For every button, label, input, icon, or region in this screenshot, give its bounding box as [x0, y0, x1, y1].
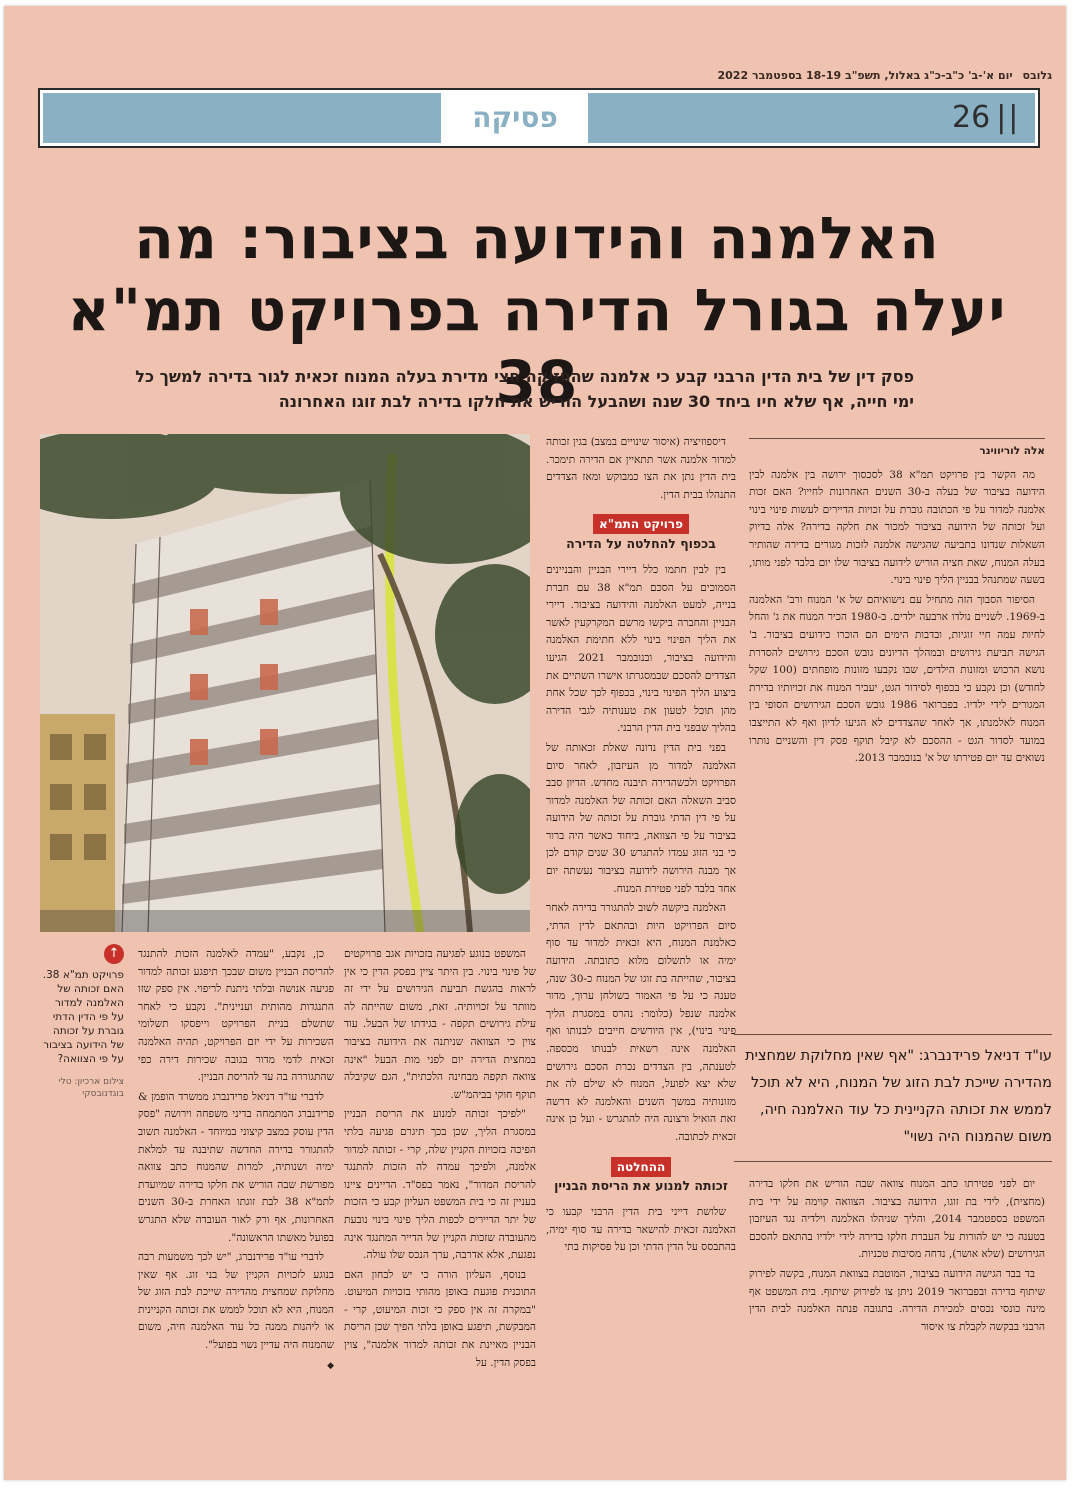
paragraph: דיספוזיציה (איסור שינויים במצב) בגין זכותה למדור אלמנה אשר תתאיין אם הדירה תימכר. בית הדין נתן את הצו כמבוקש ומאז הצדדים התנהלו בבית הדין. [546, 436, 736, 501]
paragraph: לדברי עו"ד דניאל פרידנברג ממשרד הופמן & פרידנברג המתמחה בדיני משפחה וירושה "פסק הדין עוסק במצב קיצוני במיוחד - האלמנה תשוב להתגורר בדירה החדשה שתיבנה עד למלאת ימיה ושנותיה, למרות שהמנוח כתב צוואה מפורשת שבה הוריש את חלקו בדירה שמיועדת לתמ"א 38 לבת זוגתו האחרת ב-30 השנים האחרונות, אף ורק לאור העובדה שלא התגרש בפועל מאשתו הראשונה". [138, 1090, 334, 1244]
subsection-header-project [546, 514, 736, 552]
paragraph: שלושת דייני בית הדין הרבני קבעו כי האלמנה זכאית להישאר בדירה עד סוף ימיה, בהתבסס על הדין הדתי וכן על פסיקות בתי [546, 1206, 736, 1254]
subsection-tag: ההחלטה [611, 1157, 671, 1177]
paragraph: בין לבין חתמו כלל דיירי הבניין והבניינים הסמוכים על הסכם תמ"א 38 עם חברת בנייה, למעט האלמנה והידועה בציבור. דיירי הבניין והחברה ביקשו מרשם המקרקעין לאשר את הליך הפינוי בינוי ללא חתימת האלמנה והידועה בציבור, ובנובמבר 2021 הגיעו הצדדים להסכם שבמסגרתו אישרו השתיים את ביצוע הליך הפינוי בינוי, בכפוף לכך שכל אחת מהן תוכל לטעון את טענותיה לגבי הדירה בהליך שבפני בית הדין הרבני. [546, 563, 736, 735]
paragraph: "לפיכך זכותה למנוע את הריסת הבניין במסגרת הליך, שכן בכך תיגרם פגיעה בלתי הפיכה בזכויות הקניין שלה, קרי - זכותה למדור אלמנה, ולפיכך עמדה לה הזכות להתנגד להריסת המדור", נאמר בפס"ד. הדיינים ציינו בעניין זה כי בית המשפט העליון קבע כי הזכות של יתר הדיירים לכפות הליך פינוי בינוי נובעת מהעובדה שזכות הקניין של הדייר המתנגד אינה נפגעת, אלא אדרבה, ערך הנכס שלו עולה. [344, 1108, 536, 1262]
article-column-1b [749, 1176, 1045, 1466]
section-band-left [43, 93, 441, 143]
page-number [952, 98, 1032, 138]
subsection-title: בכפוף להחלטה על הדירה [566, 535, 716, 551]
article-column-4 [138, 946, 334, 1468]
section-label: פסיקה [472, 101, 558, 134]
paragraph: המשפט בנוגע לפגיעה בזכויות אגב פרויקטים של פינוי בינוי. בין היתר ציין בפסק הדין כי אין לראות בהגשת תביעת הגירושים על ידי זה מוותר על זכויותיה. זאת, משום שהייתה לה עילת גירושים תקפה - בגידתו של הבעל. עוד צוין כי הצוואה שניתנה את הידועה בציבור במחצית הדירה יום לפני מות הבעל "אינה צוואה תקפה מבחינה הלכתית", הגם שקיבלה תוקף חוקי בביהמ"ש. [344, 948, 536, 1101]
paragraph: יום לפני פטירתו כתב המנוח צוואה שבה הוריש את חלקו בדירה (מחצית), לידי בת זוגו, הידועה בציבור. הצוואה קוימה על ידי בית המשפט בספטמבר 2014, והליך שניהלו האלמנה וילדיה נגד העיזבון בטענה כי יש להורות על העברת חלקו בדירה לידי ילדיו בהתאם להסכם הגירושים (שלא אושר), נדחה מסיבות טכניות. [749, 1178, 1045, 1261]
photo-credit: צילום ארכיון: טלי בוגדנובסקי [58, 1077, 124, 1099]
paragraph: בנוסף, העליון הורה כי יש לבחון האם התוכנית פוגעת באופן מהותי בזכויות המיעוט. "במקרה זה אין ספק כי זכות המיעוט, קרי - המבקשת, תיפגע באופן בלתי הפיך שכן הריסת הבניין מאיינת את זכותה למדור אלמנה", צוין בפסק הדין. על [344, 1268, 536, 1369]
subsection-header-decision [546, 1157, 736, 1195]
photo-caption: פרויקט תמ"א 38. האם זכותה של האלמנה למדור על פי הדין הדתי גוברת על זכותה של הידועה בציבור על פי הצוואה? [42, 969, 124, 1065]
article-column-1 [749, 438, 1045, 1018]
building-photo [40, 434, 530, 932]
newspaper-page [4, 6, 1066, 1480]
paragraph: הסיפור הסבוך הזה מתחיל עם נישואיהם של א' המנוח ורב' האלמנה ב-1969. לשניים נולדו ארבעה ילדים. ב-1980 הכיר המנוח את ג' והחל לחיות עמה חיי זוגיות, ובדבות הימים הם הוכרו כידועים בציבור. ב' הגישה תביעת גירושים ובמהלך הדיונים גובש הסכם גירושים להסדרת נושא הרכוש ומזונות הילדים, שבו נקבעו מזונות מופחתים (100 שקל לחודש) וכן נקבע כי בכפוף לסידור הגט, יעביר המנוח את זכויותיו בדירת המגורים לידי ילדיו. בפברואר 1986 גובש הסכם הגירושים הסופי בין המנוח לאלמנתו, אך לאחר שהצדדים לא הגיעו לדיון ואף לא התייצבו במועד לסדור הגט - ההסכם לא קיבל תוקף פסק דין והשניים נותרו נשואים עד יום פטירתו של א' בנובמבר 2013. [749, 593, 1045, 765]
paragraph: בפני בית הדין נדונה שאלת זכאותה של האלמנה למדור מן העיזבון, לאחר סיום הפרויקט ולכשהדירה תיבנה מחדש. הדיון סבב סביב השאלה האם זכותה של האלמנה למדור על פי דין הדתי גוברת על זכותה של הידועה בציבור על פי הצוואה, ביחוד כאשר היה ברור כי בני הזוג עמדו להתגרש 30 שנים קודם לכן אך מבנה הירושה לידועה בציבור נעשתה יום אחד בלבד לפני פטירת המנוח. [546, 741, 736, 895]
paragraph: כן, נקבע, "עמדה לאלמנה הזכות להתנגד להריסת הבניין משום שבכך תיפגע זכותה למדור פגיעה אנושה ובלתי ניתנת לריפוי. אין ספק שזו התנגדות מהותית ועניינית". נקבע כי לאחר שתשלם בניית הפרויקט וייפסקו תשלומי השכירות על ידי יזם הפרויקט, תהיה האלמנה זכאית לדמי מדור בגובה שכירות דירה כפי שהתגוררה בה עד להריסת הבניין. [138, 948, 334, 1084]
page-number-value: 26 [952, 100, 991, 135]
photo-caption-block [40, 944, 124, 1100]
paragraph: מה הקשר בין פרויקט תמ"א 38 לסכסוך ירושה בין אלמנה לבין הידועה בציבור של בעלה ב-30 השנים האחרונות לחייו? האם זכות אלמנה למדור על פי הכתובה גוברת על זכויות הדיירים לעשות פינוי בינוי ועל זכותה של הידועה בציבור למכור את חלקה בדירה? אלה בדיוק השאלות שנדונו בתביעה שהגישה אלמנה לזכות מגורים בדירה שהותיר בעלה המנוח, שאת חציה הוריש לידועה בציבור שלו יום בלבד לפני מותו, בשעה שמתנהל בבניין הליך פינוי בינוי. [749, 468, 1045, 587]
subsection-title: זכותה למנוע את הריסת הבניין [554, 1178, 728, 1194]
page-number-divider: || [996, 100, 1021, 135]
paragraph: האלמנה ביקשה לשוב להתגורר בדירה לאחר סיום הפרויקט היות ובהתאם לדין הדתי, כאלמנת המנוח, היא זכאית למדור עד סוף ימיה או לתשלום מלוא כתובתה. הידועה בציבור, שהייתה בת זוגו של המנוח כ-30 שנה, טענה כי על פי האמור בשולחן ערוך, מדור אלמנה שנפל (כלומר: נהרס במסגרת הליך פינוי בינוי), אין היורשים חייבים לבנותו ואף האלמנה אינה רשאית לבנותו מכספה. לטענתה, בין הצדדים נכרת הסכם גירושים שלא יצא לפועל, המנוח לא שילם לה את מזונותיה במשך השנים והאלמנה לא דרשה זאת הואיל ורצונה היה להתגרש - ועל כן אינה זכאית לכתובה. [546, 902, 736, 1143]
paragraph: לדברי עו"ד פרידנברג, "יש לכך משמעות רבה בנוגע לזכויות הקניין של בני זוג. אף שאין מחלוקת שמחצית מהדירה שייכת לבת הזוג של המנוח, היא לא תוכל לממש את זכותה הקניינית או ליהנות ממנה כל עוד האלמנה חיה, משום שהמנוח היה עדיין נשוי בפועל". [138, 1251, 334, 1352]
paragraph: בד בבד הגישה הידועה בציבור, המוטבת בצוואת המנוח, בקשה לפירוק שיתוף בדירה ובפברואר 2019 ניתן צו לפירוק שיתוף. בית המשפט אף מינה כונסי נכסים למכירת הדירה. בתגובה פנתה האלמנה לבית הדין הרבני בבקשה לקבלת צו איסור [749, 1267, 1045, 1333]
article-headline: האלמנה והידועה בציבור: מה יעלה בגורל הדירה בפרויקט תמ"א 38 [67, 204, 1007, 416]
arrow-up-icon: ↑ [104, 944, 124, 964]
article-column-2 [546, 434, 736, 1468]
section-bar [38, 88, 1040, 148]
masthead [718, 69, 1053, 82]
pull-quote: עו"ד דניאל פרידנברג: "אף שאין מחלוקת שמחצית מהדירה שייכת לבת הזוג של המנוח, היא לא תוכל לממש את זכותה הקניינית כל עוד האלמנה חיה, משום שהמנוח היה נשוי" [734, 1034, 1052, 1162]
masthead-date: יום א'-ב' כ"ב-כ"ג באלול, תשפ"ב 18-19 בספטמבר 2022 [717, 69, 1013, 82]
building-photo-illustration [40, 434, 530, 932]
article-column-3 [344, 946, 536, 1468]
masthead-brand: גלובס [1022, 69, 1052, 82]
end-mark: ◆ [327, 1360, 334, 1371]
author-byline: אלה לוריווינר [749, 438, 1045, 461]
subsection-tag: פרויקט התמ"א [593, 514, 689, 534]
article-subheadline: פסק דין של בית הדין הרבני קבע כי אלמנה שהחזיקה חצי מדירת בעלה המנוח זכאית לגור בדירה למשך כל ימי חייה, אף שלא חיו ביחד 30 שנה ושהבעל הוריש את חלקו בדירה לבת זוגו האחרונה [135, 367, 914, 411]
